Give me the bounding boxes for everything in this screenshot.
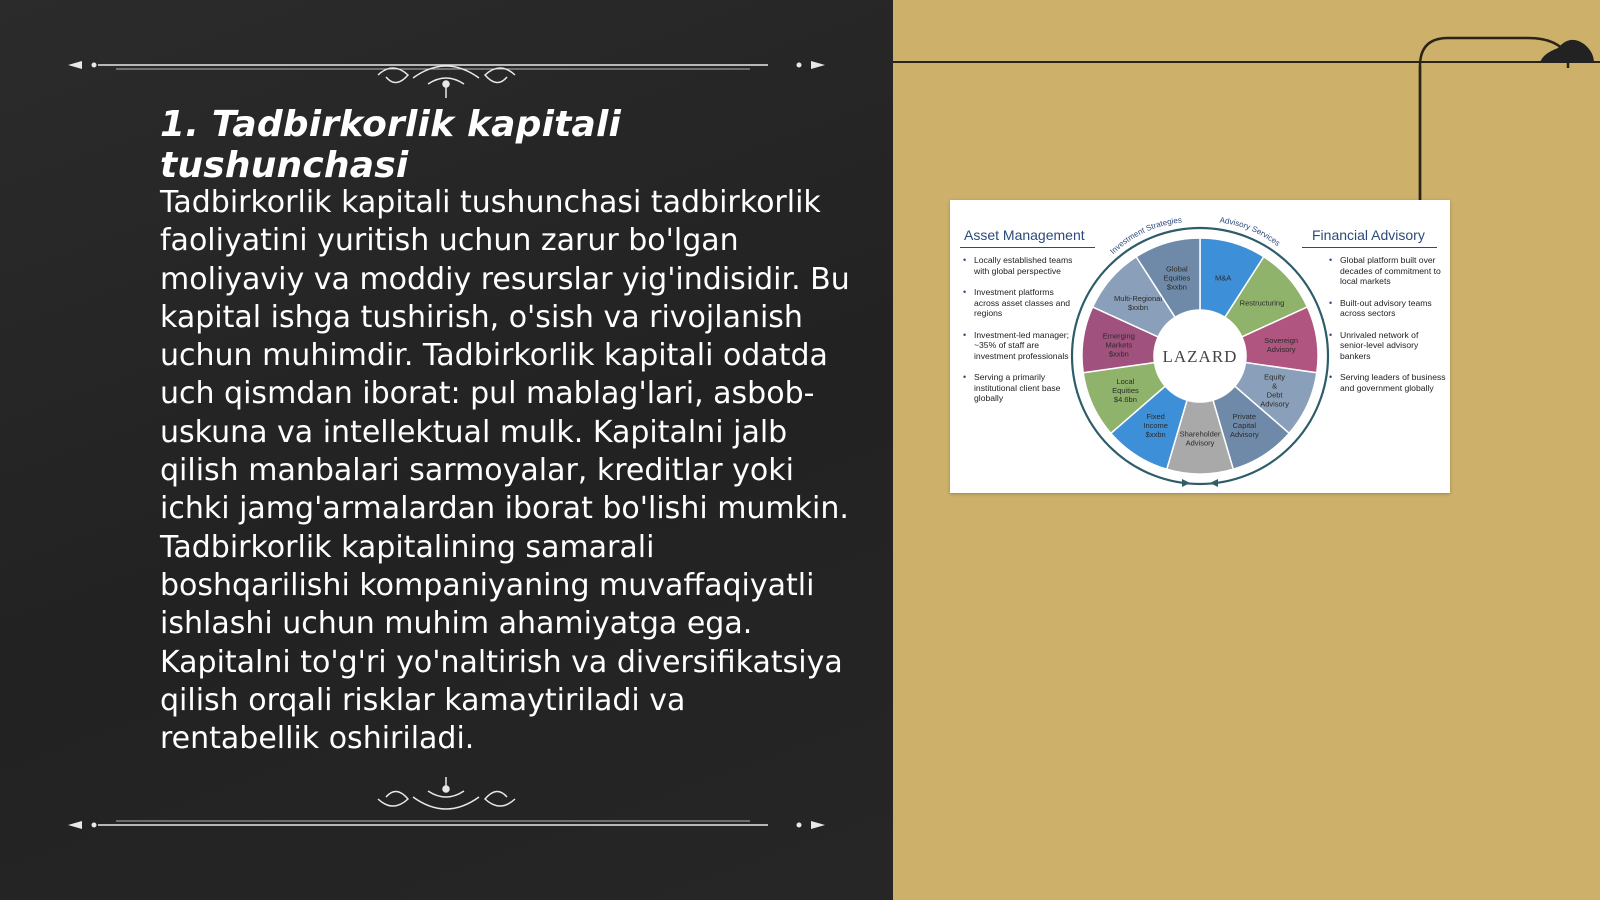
arrow-right-icon xyxy=(1210,479,1218,487)
top-ornament xyxy=(68,40,825,100)
arrow-left-icon xyxy=(1182,479,1190,487)
slide-body-text: Tadbirkorlik kapitali tushunchasi tadbirkorlik faoliyatini yuritish uchun zarur bo'lgan moliyaviy va moddiy resurslar yig'indisidir. Bu kapital ishga tushirish, o'sish va rivojlanish uchun muhimdir. Tadbirkorlik kapitali odatda uch qismdan iborat: pul mablag'lari, asbob-uskuna va intellektual mulk. Kapitalni jalb qilish manbalari sarmoyalar, kreditlar yoki ichki jamg'armalardan iborat bo'lishi mumkin. Tadbirkorlik kapitalining samarali boshqarilishi kompaniyaning muvaffaqiyatli ishlashi uchun muhim ahamiyatga ega. Kapitalni to'g'ri yo'naltirish va diversifikatsiya qilish orqali risklar kamaytiriladi va rentabellik oshiriladi. xyxy=(160,185,850,757)
wheel-segment-label: M&A xyxy=(1214,273,1232,283)
financial-advisory-title: Financial Advisory xyxy=(1312,227,1425,243)
asset-bullet: • Investment platforms across asset classes and regions xyxy=(962,287,1080,319)
wheel-segment-label: Equity & Debt Advisory xyxy=(1260,372,1289,409)
wheel-segment-label: Global Equities $xxbn xyxy=(1163,264,1191,292)
advisory-bullet: • Unrivaled network of senior-level advisory bankers xyxy=(1328,330,1446,362)
financial-advisory-list xyxy=(1328,255,1446,404)
asset-bullet: • Investment-led manager; ~35% of staff are investment professionals xyxy=(962,330,1080,362)
wheel-segment-label: Shareholder Advisory xyxy=(1179,429,1221,448)
bottom-ornament xyxy=(68,775,825,835)
asset-bullet: • Locally established teams with global perspective xyxy=(962,255,1080,276)
lazard-diagram-image xyxy=(950,200,1450,493)
advisory-bullet: • Built-out advisory teams across sectors xyxy=(1328,298,1446,319)
advisory-bullet: • Global platform built over decades of commitment to local markets xyxy=(1328,255,1446,287)
lazard-logo-text: LAZARD xyxy=(1162,347,1238,366)
wheel-segment-label: Fixed Income $xxbn xyxy=(1143,411,1168,439)
bookmark-decoration xyxy=(1418,36,1600,200)
arc-label-advisory: Advisory Services xyxy=(1219,215,1282,248)
lazard-wheel xyxy=(1060,200,1340,493)
asset-management-title: Asset Management xyxy=(964,227,1085,243)
wheel-segment-label: Multi-Regional $xxbn xyxy=(1114,293,1162,312)
wheel-segment-label: Sovereign Advisory xyxy=(1264,335,1299,354)
wheel-segment-label: Local Equities $4.6bn xyxy=(1112,377,1139,405)
arc-label-investment: Investment Strategies xyxy=(1108,215,1183,256)
wheel-segment-label: Emerging Markets $xxbn xyxy=(1102,331,1135,359)
asset-bullet: • Serving a primarily institutional client base globally xyxy=(962,372,1080,404)
slide-title: 1. Tadbirkorlik kapitali tushunchasi xyxy=(160,104,622,186)
advisory-bullet: • Serving leaders of business and government globally xyxy=(1328,372,1446,393)
wheel-segment-label: Private Capital Advisory xyxy=(1229,411,1259,439)
wheel-segment-label: Restructuring xyxy=(1239,298,1285,308)
